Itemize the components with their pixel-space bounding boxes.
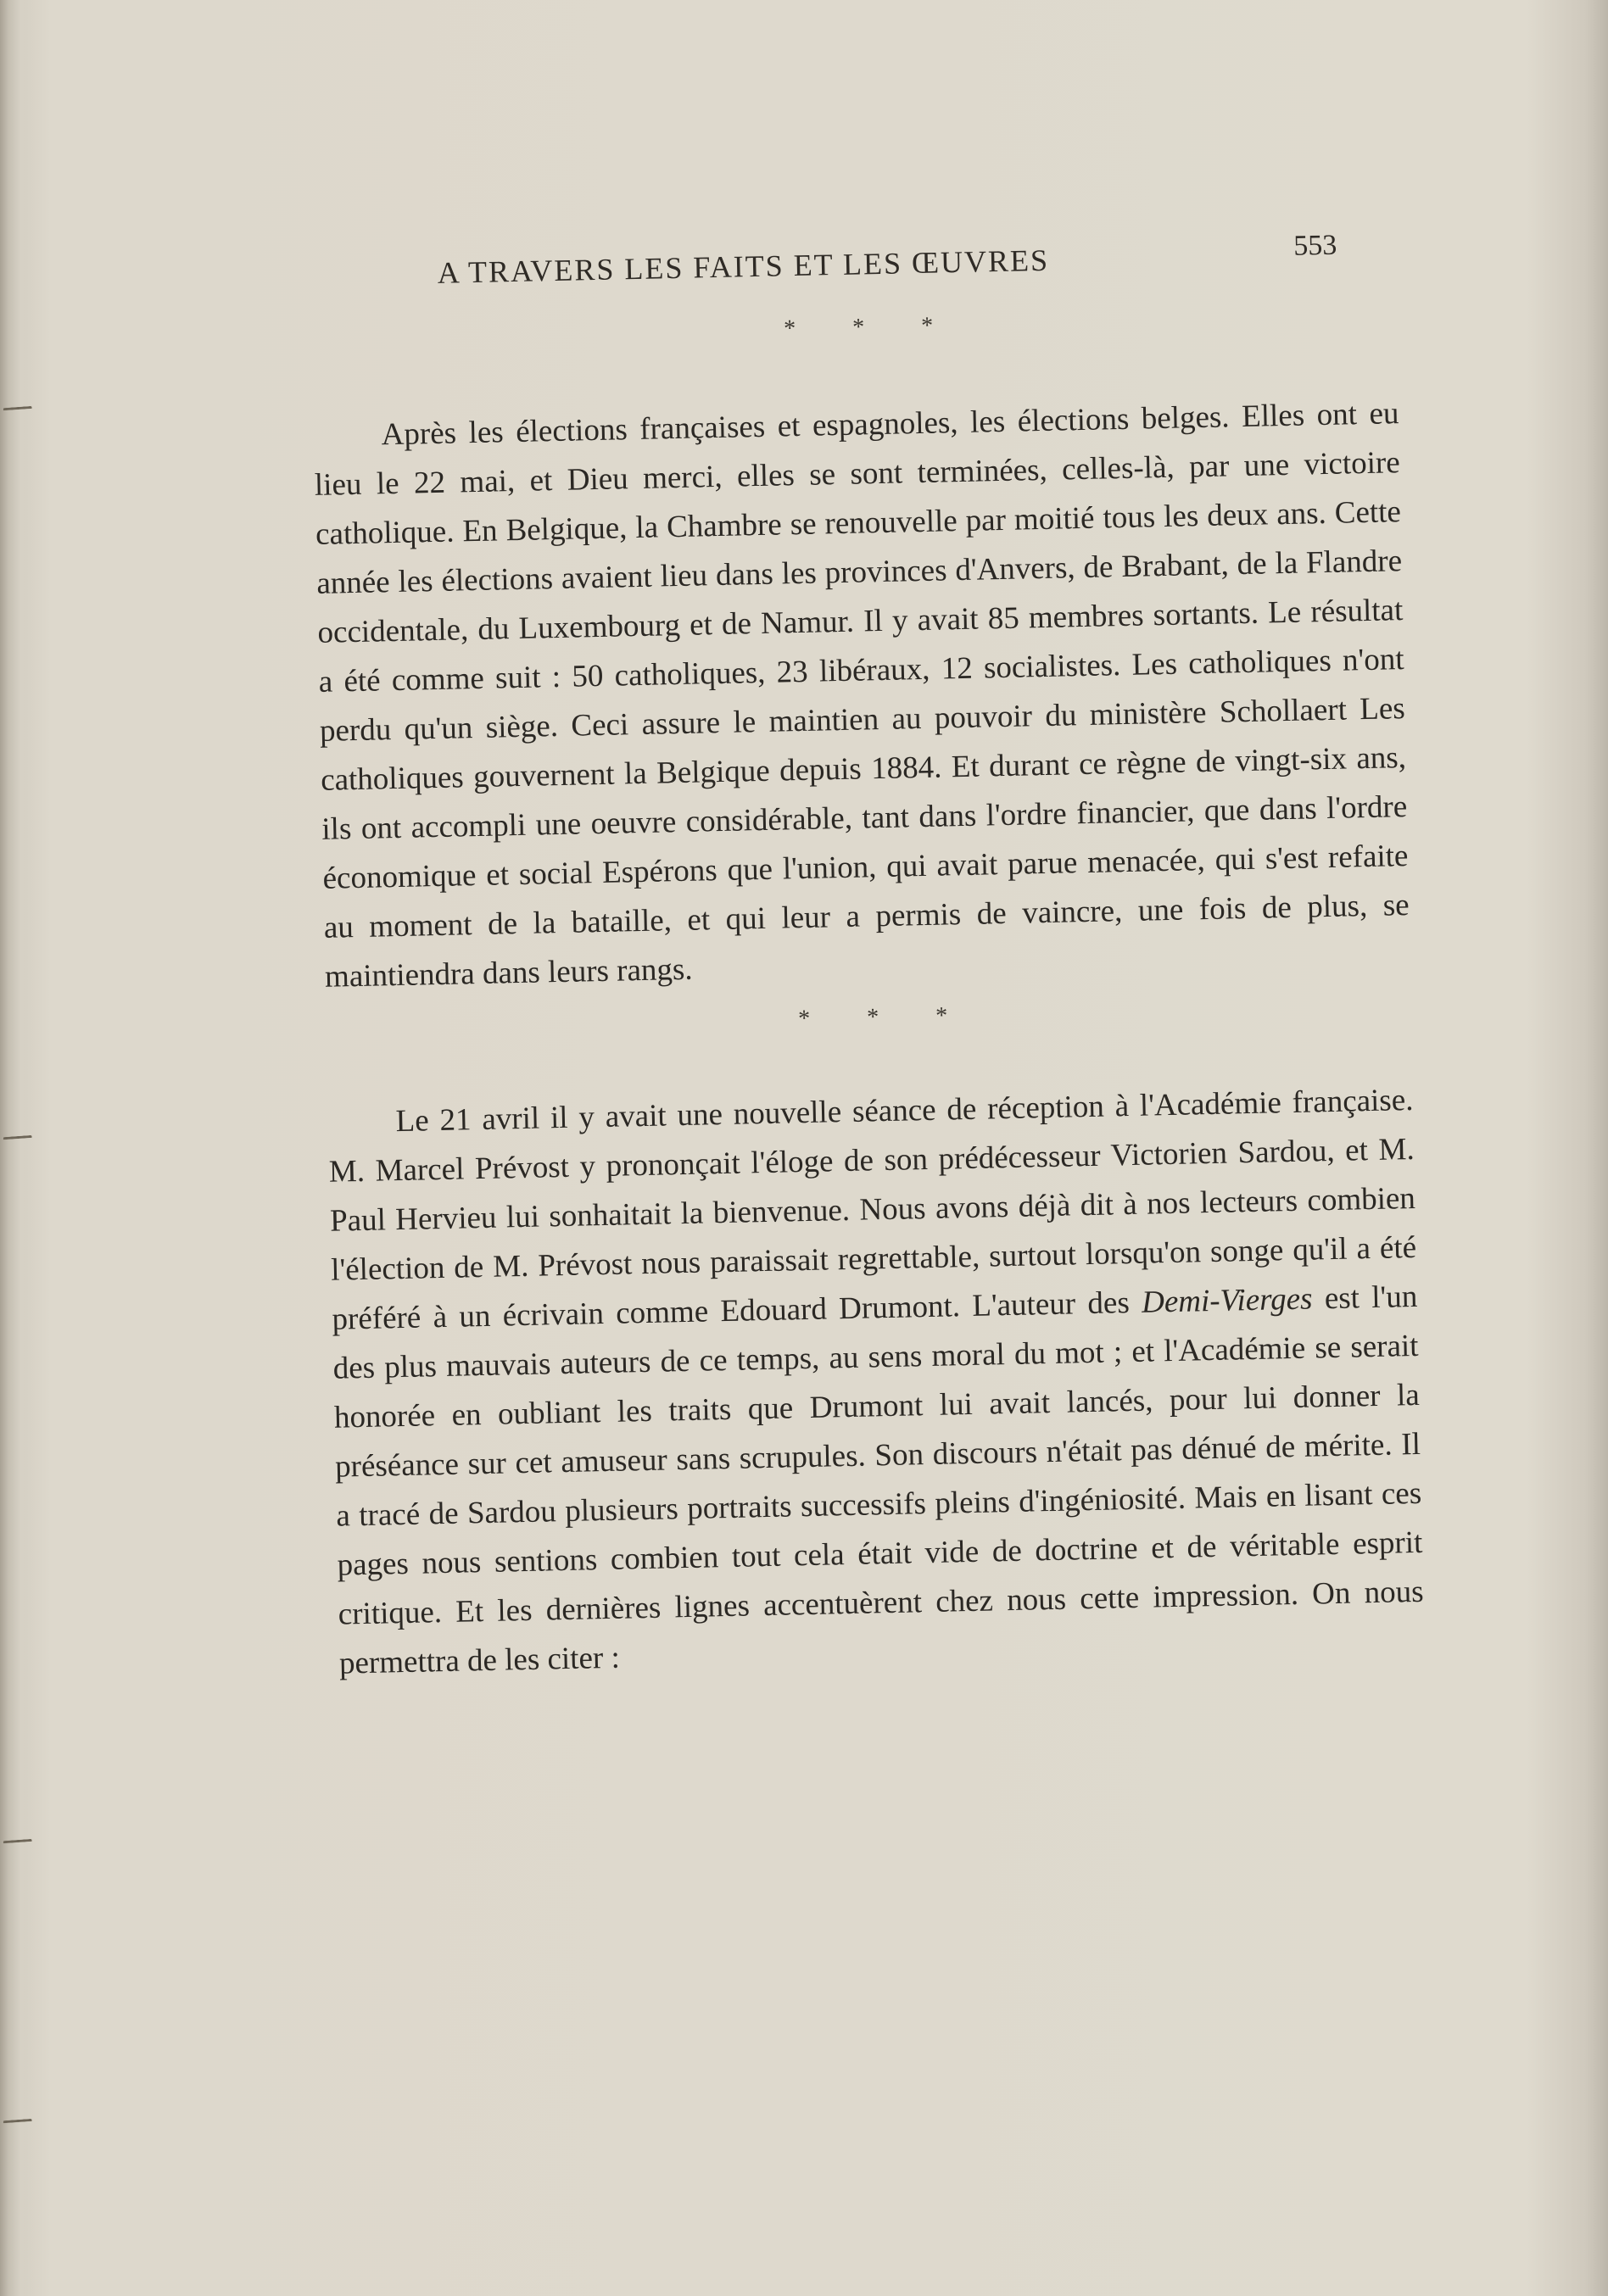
paragraph-text: est l'un des plus mauvais auteurs de ce temps, au sens moral du mot ; et l'Académie se serait honorée en oubliant les traits que Drumont lui avait lancés, pour lui donner la préséance sur cet amuseur sans scrupules. Son discours n'était pas dénué de mérite. Il a tracé de Sardou plusieurs portraits successifs pleins d'ingéniosité. Mais en lisant ces pages nous sentions combien tout cela était vide de doctrine et de véritable esprit critique. Et les dernières lignes accentuèrent chez nous cette impression. On nous permettra de les citer : [332, 1279, 1424, 1681]
running-title: A TRAVERS LES FAITS ET LES ŒUVRES [437, 242, 1050, 290]
page-number: 553 [1293, 229, 1337, 262]
binding-stitch [3, 2119, 33, 2132]
section-separator: * * * [797, 1001, 974, 1033]
paragraph-academie-francaise [327, 1076, 1425, 1689]
paragraph-belgian-elections: Après les élections françaises et espagnoles, les élections belges. Elles ont eu lieu le 22 mai, et Dieu merci, elles se sont terminées, celles-là, par une victoire catholique. En Belgique, la Chambre se renouvelle par moitié tous les deux ans. Cette année les élections avaient lieu dans les provinces d'Anvers, de Brabant, de la Flandre occidentale, du Luxembourg et de Namur. Il y avait 85 membres sortants. Le résultat a été comme suit : 50 catholiques, 23 libéraux, 12 socialistes. Les catholiques n'ont perdu qu'un siège. Ceci assure le maintien au pouvoir du ministère Schollaert Les catholiques gouvernent la Belgique depuis 1884. Et durant ce règne de vingt-six ans, ils ont accompli une oeuvre considérable, tant dans l'ordre financier, que dans l'ordre économique et social Espérons que l'union, qui avait parue menacée, qui s'est refaite au moment de la bataille, et qui leur a permis de vaincre, une fois de plus, se maintiendra dans leurs rangs. [314, 396, 1410, 995]
page-content [310, 223, 1425, 1688]
paragraph-text: Le 21 avril il y avait une nouvelle séance de réception à l'Académie française. M. Marcel Prévost y prononçait l'éloge de son prédécesseur Victorien Sardou, et M. Paul Hervieu lui sonhaitait la bienvenue. Nous avons déjà dit à nos lecteurs combien l'élection de M. Prévost nous paraissait regrettable, surtout lorsqu'on songe qu'il a été préféré à un écrivain comme Edouard Drumont. L'auteur des [328, 1082, 1417, 1337]
section-separator: * * * [783, 312, 959, 343]
binding-stitch [3, 1135, 33, 1148]
binding-stitch [3, 1839, 33, 1852]
binding-stitch [3, 406, 33, 419]
book-title-italic: Demi-Vierges [1141, 1281, 1313, 1320]
